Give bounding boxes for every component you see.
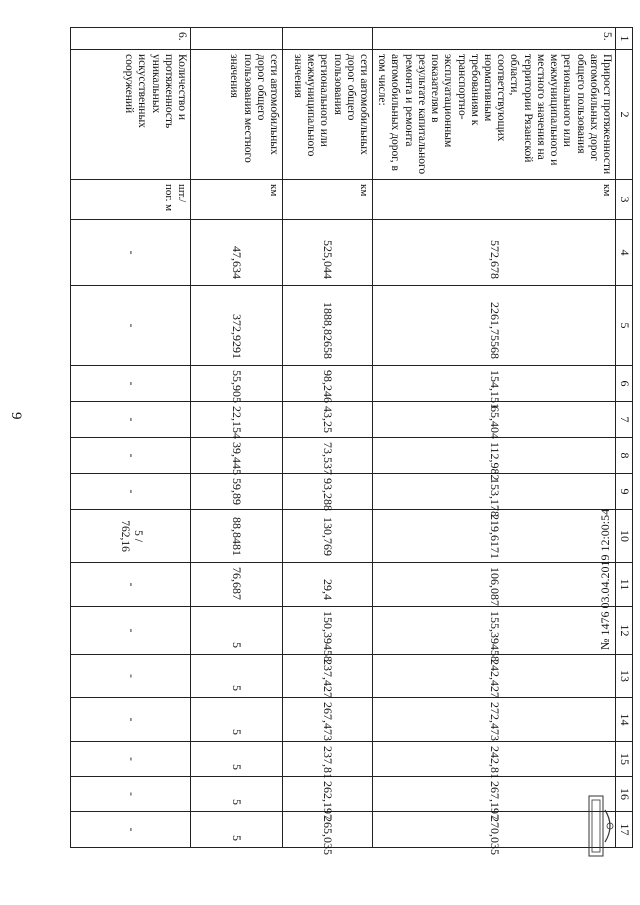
value-cell: - [71, 777, 191, 812]
column-number: 15 [616, 742, 633, 777]
value-cell: 43,25 [283, 402, 373, 438]
value-cell: 98,246 [283, 366, 373, 402]
value-cell: - [71, 366, 191, 402]
value-cell: 219,6171 [373, 510, 616, 563]
value-cell: 5 [191, 607, 283, 655]
indicator-name: Прирост протяженности автомобильных дорог общего пользования регионального или межмуниципального и местного значения на территории Рязанской области, соответствующих нормативным требованиям к транспортно-эксплуатационным показателям в результате капитального ремонта и ремонта автомобильных дорог, в том числе: [373, 50, 616, 180]
row-number [283, 28, 373, 50]
value-cell: 267,197 [373, 777, 616, 812]
value-cell: 265,035 [283, 812, 373, 848]
value-cell: - [71, 563, 191, 607]
page-number: 9 [8, 412, 24, 420]
value-cell: - [71, 220, 191, 286]
value-cell: 1888,82658 [283, 286, 373, 366]
column-number: 10 [616, 510, 633, 563]
value-cell: 237,81 [283, 742, 373, 777]
value-cell: 65,404 [373, 402, 616, 438]
row-number [191, 28, 283, 50]
column-number-row [616, 28, 633, 848]
value-cell: - [71, 438, 191, 474]
value-cell: 39,445 [191, 438, 283, 474]
value-cell: - [71, 286, 191, 366]
indicator-name: Количество и протяженность уникальных искусственных сооружений [71, 50, 191, 180]
value-cell: 55,905 [191, 366, 283, 402]
value-cell: - [71, 402, 191, 438]
column-number: 13 [616, 655, 633, 698]
unit-of-measure: км [191, 180, 283, 220]
table-row [283, 28, 373, 848]
value-cell: 572,678 [373, 220, 616, 286]
column-number: 9 [616, 474, 633, 510]
value-cell: 372,9291 [191, 286, 283, 366]
registration-stamp-icon [583, 790, 617, 862]
column-number: 17 [616, 812, 633, 848]
rotated-table-frame [77, 27, 633, 855]
value-cell: 242,427 [373, 655, 616, 698]
value-cell: 155,39458 [373, 607, 616, 655]
value-cell: 237,427 [283, 655, 373, 698]
value-cell: 106,087 [373, 563, 616, 607]
value-cell: 2261,75568 [373, 286, 616, 366]
value-cell: 525,044 [283, 220, 373, 286]
column-number: 5 [616, 286, 633, 366]
value-cell: 5 [191, 742, 283, 777]
value-cell: 88,8481 [191, 510, 283, 563]
value-cell: - [71, 607, 191, 655]
value-cell: 5 [191, 812, 283, 848]
column-number: 11 [616, 563, 633, 607]
column-number: 8 [616, 438, 633, 474]
value-cell: 5 [191, 655, 283, 698]
table-row [373, 28, 616, 848]
value-cell: - [71, 474, 191, 510]
value-cell: 22,154 [191, 402, 283, 438]
column-number: 2 [616, 50, 633, 180]
value-cell: 93,288 [283, 474, 373, 510]
value-cell: 73,537 [283, 438, 373, 474]
column-number: 6 [616, 366, 633, 402]
registration-footer: № 1476 03.04.2019 12:00:54 [598, 508, 612, 650]
column-number: 1 [616, 28, 633, 50]
value-cell: 267,473 [283, 698, 373, 742]
value-cell: 262,197 [283, 777, 373, 812]
value-cell: 47,634 [191, 220, 283, 286]
value-cell: - [71, 742, 191, 777]
value-cell: 154,151 [373, 366, 616, 402]
column-number: 7 [616, 402, 633, 438]
value-cell: - [71, 655, 191, 698]
column-number: 14 [616, 698, 633, 742]
unit-of-measure: км [373, 180, 616, 220]
program-indicators-table [70, 27, 633, 855]
value-cell: 150,39458 [283, 607, 373, 655]
value-cell: 272,473 [373, 698, 616, 742]
value-cell: 130,769 [283, 510, 373, 563]
unit-of-measure: шт./ пог. м [71, 180, 191, 220]
column-number: 16 [616, 777, 633, 812]
value-cell: 76,687 [191, 563, 283, 607]
value-cell: 112,982 [373, 438, 616, 474]
indicator-name: сети автомобильных дорог общего пользования регионального или межмуниципального значения [283, 50, 373, 180]
column-number: 3 [616, 180, 633, 220]
value-cell: - [71, 812, 191, 848]
unit-of-measure: км [283, 180, 373, 220]
row-number: 5. [373, 28, 616, 50]
value-cell: 153,178 [373, 474, 616, 510]
value-cell: 270,035 [373, 812, 616, 848]
column-number: 12 [616, 607, 633, 655]
table-row [71, 28, 191, 848]
column-number: 4 [616, 220, 633, 286]
value-cell: 29,4 [283, 563, 373, 607]
indicator-name: сети автомобильных дорог общего пользования местного значения [191, 50, 283, 180]
value-cell: 59,89 [191, 474, 283, 510]
value-cell: 5 [191, 777, 283, 812]
value-cell: 242,81 [373, 742, 616, 777]
value-cell: 5 [191, 698, 283, 742]
value-cell: 5 / 762,16 [71, 510, 191, 563]
value-cell: - [71, 698, 191, 742]
table-row [191, 28, 283, 848]
row-number: 6. [71, 28, 191, 50]
